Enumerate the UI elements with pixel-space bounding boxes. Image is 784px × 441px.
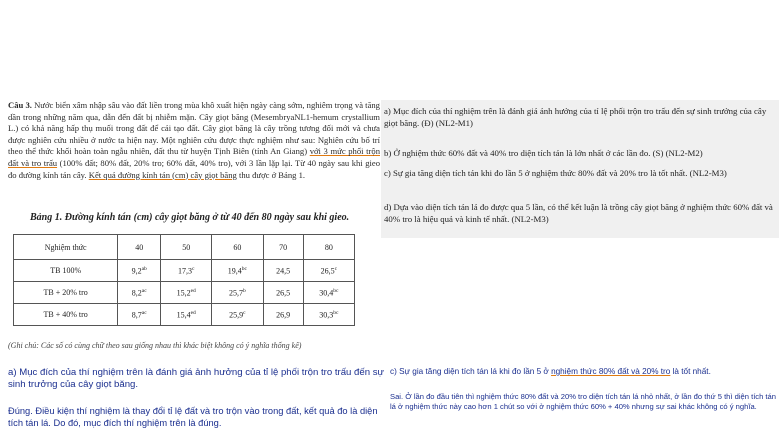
- cell-significance: ab: [141, 265, 147, 272]
- table-cell: [161, 260, 212, 282]
- cell-value: 24,5: [276, 266, 291, 276]
- header-cell: Nghiệm thức: [14, 235, 118, 260]
- cell-value: 30,3: [319, 310, 334, 320]
- table-cell: [303, 260, 354, 282]
- cell-significance: bc: [333, 309, 339, 316]
- cell-significance: ac: [141, 287, 147, 294]
- cell-value: 25,9: [229, 310, 244, 320]
- note-a-answer: Đúng. Điều kiện thí nghiệm là thay đổi tỉ lệ đất và tro trộn vào trong đất, kết quả đo là diện tích tán lá. Do đó, mục đích thí nghiệm trên là đúng.: [8, 406, 378, 429]
- statement-c: c) Sự gia tăng diện tích tán khi đo lần 5 ở nghiệm thức 80% đất và 20% tro là tốt nhất. (NL2-M3): [384, 168, 727, 178]
- table-cell: [161, 282, 212, 304]
- table-cell: [118, 304, 161, 326]
- table-caption: Bảng 1. Đường kính tán (cm) cây giọt băng ở từ 40 đến 80 ngày sau khi gieo.: [30, 212, 350, 223]
- row-label: TB 100%: [14, 260, 118, 282]
- cell-value: 15,4: [176, 310, 191, 320]
- cell-significance: c: [334, 265, 338, 272]
- question-middle: (100% đất; 80% đất, 20% tro; 60% đất, 40% tro), với 3 lần lặp lại. Từ 40 ngày sau khi gieo đo đường kính tán cây.: [8, 157, 380, 180]
- note-c-pre: c) Sự gia tăng diện tích tán lá khi đo lần 5 ở: [390, 367, 552, 376]
- table-cell: [263, 260, 303, 282]
- cell-value: 26,9: [276, 310, 291, 320]
- table-cell: [161, 304, 212, 326]
- cell-significance: bc: [333, 287, 339, 294]
- header-cell: 80: [303, 235, 354, 260]
- cell-value: 26,5: [320, 266, 335, 276]
- table-cell: [118, 282, 161, 304]
- cell-value: 8,2: [131, 288, 142, 298]
- cell-significance: b: [243, 287, 246, 294]
- row-label: TB + 20% tro: [14, 282, 118, 304]
- table-body: [14, 260, 355, 326]
- cell-significance: ed: [190, 287, 196, 294]
- header-cell: 40: [118, 235, 161, 260]
- table-row: [14, 282, 355, 304]
- cell-value: 19,4: [227, 266, 242, 276]
- cell-value: 30,4: [319, 288, 334, 298]
- highlight-result: Kết quả đường kính tán (cm) cây giọt băng: [88, 169, 237, 180]
- note-c-post: là tốt nhất.: [670, 367, 711, 376]
- cell-significance: c: [191, 265, 195, 272]
- question-end: thu được ở Bảng 1.: [236, 169, 306, 180]
- note-c-answer: [390, 392, 780, 413]
- cell-significance: bc: [241, 265, 247, 272]
- cell-value: 17,3: [177, 266, 192, 276]
- cell-value: 15,2: [176, 288, 191, 298]
- cell-value: 26,5: [276, 288, 291, 298]
- data-table: [13, 234, 355, 326]
- header-cell: 50: [161, 235, 212, 260]
- table-cell: [303, 304, 354, 326]
- row-label: TB + 40% tro: [14, 304, 118, 326]
- table-header-row: [14, 235, 355, 260]
- table-cell: [263, 304, 303, 326]
- cell-significance: ac: [141, 309, 147, 316]
- note-c-explanation: Ở lần đo đầu tiên thì nghiệm thức 80% đất và 20% tro diện tích tán lá nhỏ nhất, ở lần đo thứ 5 thì diện tích tán lá ở nghiệm thức này cao hơn 1 chút so với ở nghiệm thức 60% + 40% nhưng sự sai khác không có ý nghĩa.: [390, 392, 776, 412]
- note-c-highlight: nghiệm thức 80% đất và 20% tro: [551, 367, 671, 376]
- question-text: [8, 100, 380, 181]
- highlight-mixing-levels: với 3 mức phối trộn đất và tro trấu: [8, 146, 380, 168]
- table-cell: [212, 260, 263, 282]
- cell-value: 25,7: [229, 288, 244, 298]
- table-row: [14, 304, 355, 326]
- cell-significance: c: [243, 309, 246, 316]
- statement-b: b) Ở nghiệm thức 60% đất và 40% tro diện tích tán là lớn nhất ở các lần đo. (S) (NL2-M2): [384, 148, 703, 158]
- statement-d: d) Dựa vào diện tích tán lá đo được qua 5 lần, có thể kết luận là trồng cây giọt băng ở nghiệm thức 60% đất và 40% tro là hiệu quả và kinh tế nhất. (NL2-M3): [384, 202, 773, 224]
- table-cell: [303, 282, 354, 304]
- table-row: [14, 260, 355, 282]
- cell-value: 8,7: [131, 310, 142, 320]
- table-cell: [263, 282, 303, 304]
- table-cell: [212, 282, 263, 304]
- table-cell: [212, 304, 263, 326]
- table-footnote: (Ghi chú: Các số có cùng chữ theo sau giống nhau thì khác biệt không có ý nghĩa thống kê): [8, 341, 302, 350]
- question-number: Câu 3.: [8, 100, 32, 110]
- table-cell: [118, 260, 161, 282]
- header-cell: 70: [263, 235, 303, 260]
- note-c-verdict: Sai.: [390, 392, 404, 401]
- statement-a: a) Mục đích của thí nghiệm trên là đánh giá ảnh hưởng của tỉ lệ phối trộn tro trấu đến sự sinh trưởng của cây giọt băng. (Đ) (NL2-M1): [384, 106, 767, 128]
- note-c-question: [390, 366, 780, 377]
- header-cell: 60: [212, 235, 263, 260]
- cell-value: 9,2: [131, 266, 142, 276]
- question-intro: Nước biển xâm nhập sâu vào đất liền trong mùa khô xuất hiện ngày càng sớm, nghiêm trọng và tăng dần trong những năm qua, dẫn đến đất bị nhiễm mặn. Cây giọt băng (MesembryaNL1-hemum crystallium L.) có khả năng hấp thụ muối trong đất để cải tạo đất. Cây giọt băng là cây trồng tương đối mới và chưa được nghiên cứu nhiều ở nước ta hiện nay. Một nghiên cứu được thực nghiệm như sau: Nghiên cứu bố trí theo thể thức khối hoàn toàn ngẫu nhiên, đất thu từ huyện Tịnh Biên (tỉnh An Giang): [8, 100, 380, 157]
- cell-significance: ed: [190, 309, 196, 316]
- note-a-question: a) Mục đích của thí nghiệm trên là đánh giá ảnh hưởng của tỉ lệ phối trộn tro trấu đến sự sinh trưởng của cây giọt băng.: [8, 367, 384, 391]
